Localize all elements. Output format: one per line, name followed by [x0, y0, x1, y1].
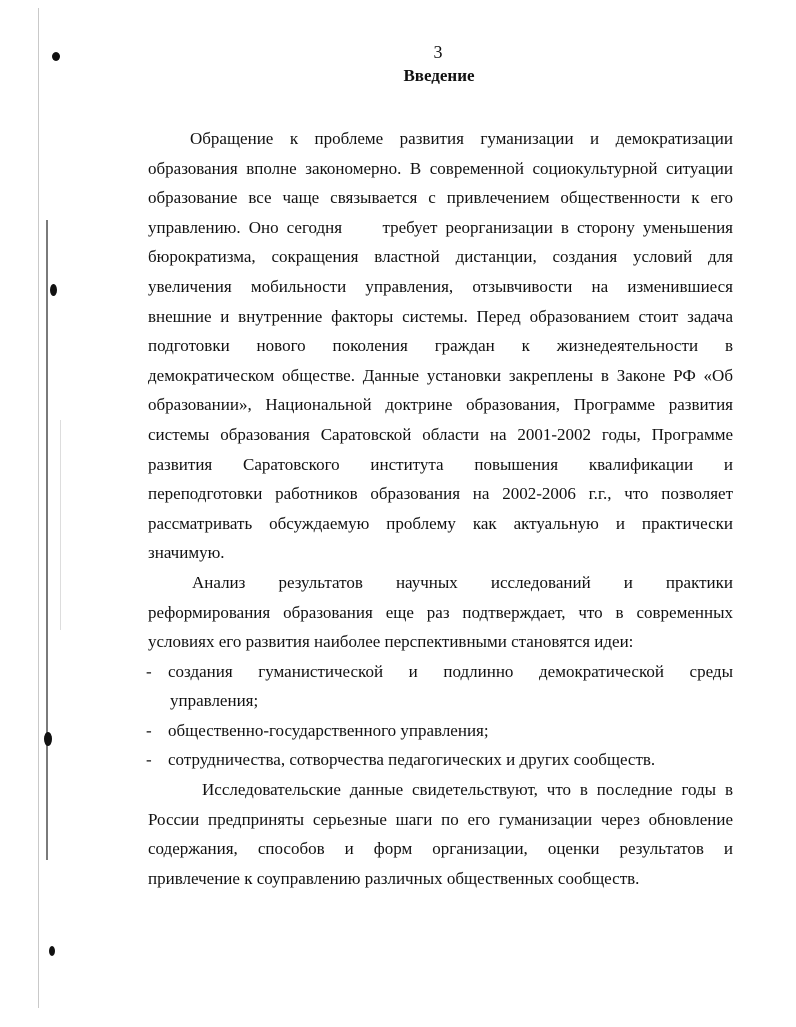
text-line: России предприняты серьезные шаги по его гуманизации через обновление	[148, 809, 733, 829]
text-line: Исследовательские данные свидетельствуют, что в последние годы в	[202, 780, 733, 800]
body-text	[148, 124, 733, 893]
paragraph-2	[148, 568, 733, 657]
paragraph-3	[148, 775, 733, 893]
text-line: сотрудничества, сотворчества педагогических и других сообществ.	[168, 750, 656, 770]
text-line: Обращение к проблеме развития гуманизации и демократизации	[190, 129, 733, 148]
text-line: образовании», Национальной доктрине образования, Программе развития	[148, 395, 733, 415]
text-line: реформирования образования еще раз подтверждает, что в современных	[148, 602, 733, 622]
paragraph-1	[148, 124, 733, 568]
text-line: управления;	[170, 691, 259, 711]
list-dash: -	[146, 720, 152, 740]
text-line: развития Саратовского института повышения квалификации и	[148, 454, 733, 474]
text-line: демократическом обществе. Данные установки закреплены в Законе РФ «Об	[148, 365, 733, 385]
text-line: внешние и внутренние факторы системы. Перед образованием стоит задача	[148, 306, 733, 326]
list-item	[148, 657, 733, 716]
scan-blot	[50, 284, 57, 296]
text-line: общественно-государственного управления;	[168, 720, 489, 740]
text-line: создания гуманистической и подлинно демократической среды	[168, 661, 733, 681]
text-line: образования вполне закономерно. В современной социокультурной ситуации	[148, 158, 733, 178]
text-line: образование все чаще связывается с привлечением общественности к его	[148, 188, 733, 208]
page-title: Введение	[403, 66, 475, 85]
text-line: условиях его развития наиболее перспективными становятся идеи:	[148, 632, 634, 652]
text-line: переподготовки работников образования на 2002-2006 г.г., что позволяет	[148, 484, 733, 504]
scan-binding-edge	[38, 8, 39, 1008]
text-line: увеличения мобильности управления, отзывчивости на изменившиеся	[148, 276, 733, 296]
scan-blot	[49, 946, 55, 956]
text-line: системы образования Саратовской области на 2001-2002 годы, Программе	[148, 424, 733, 444]
text-line: управлению. Оно сегодня требует реорганизации в сторону уменьшения	[148, 217, 733, 237]
text-line: содержания, способов и форм организации, оценки результатов и	[148, 839, 733, 859]
text-line: Анализ результатов научных исследований и практики	[192, 572, 733, 592]
list-dash: -	[146, 750, 152, 770]
bullet-list	[0, 657, 733, 775]
text-line: привлечение к соуправлению различных общественных сообществ.	[148, 868, 640, 888]
scan-faint-line	[60, 420, 61, 630]
text-line: значимую.	[148, 543, 225, 563]
text-line: бюрократизма, сокращения властной дистанции, создания условий для	[148, 247, 733, 267]
list-dash: -	[146, 661, 152, 681]
text-line: подготовки нового поколения граждан к жизнедеятельности в	[148, 336, 733, 356]
text-line: рассматривать обсуждаемую проблему как актуальную и практически	[148, 513, 733, 533]
page-number: 3	[433, 42, 443, 62]
list-item	[148, 745, 733, 775]
list-item	[148, 716, 733, 746]
